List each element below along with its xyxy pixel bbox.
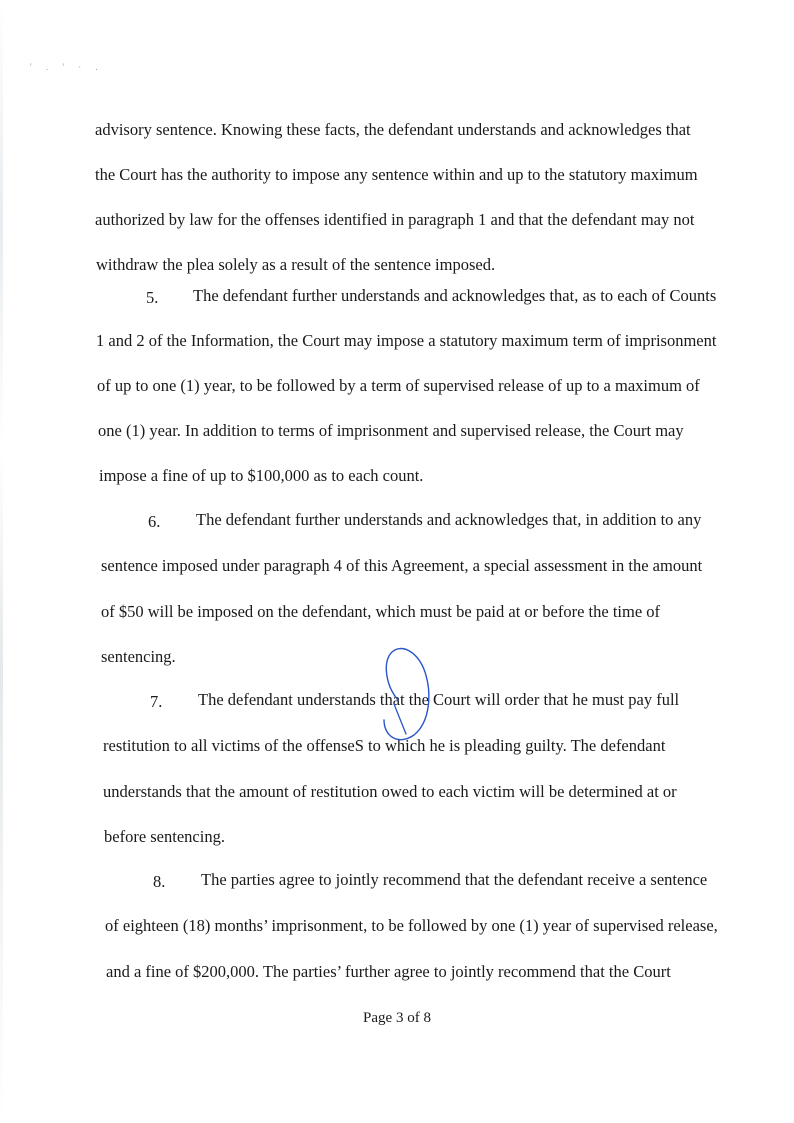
para6-line-4: sentencing. bbox=[101, 647, 176, 666]
para8-line-2: of eighteen (18) months’ imprisonment, to be followed by one (1) year of supervised release, bbox=[105, 916, 718, 935]
para5-line-3: of up to one (1) year, to be followed by a term of supervised release of up to a maximum of bbox=[97, 376, 700, 395]
para7-line-4: before sentencing. bbox=[104, 827, 225, 846]
para5-line-5: impose a fine of up to $100,000 as to each count. bbox=[99, 466, 424, 485]
para6-line-3: of $50 will be imposed on the defendant, which must be paid at or before the time of bbox=[101, 602, 661, 621]
para8-line-3: and a fine of $200,000. The parties’ further agree to jointly recommend that the Court bbox=[106, 962, 671, 981]
para6-line-1: The defendant further understands and acknowledges that, in addition to any bbox=[196, 510, 702, 529]
para8-number: 8. bbox=[153, 872, 166, 891]
para5-line-4: one (1) year. In addition to terms of imprisonment and supervised release, the Court may bbox=[98, 421, 684, 440]
para5-line-1: The defendant further understands and acknowledges that, as to each of Counts bbox=[193, 286, 717, 305]
para7-line-2: restitution to all victims of the offenseS to which he is pleading guilty. The defendant bbox=[103, 736, 666, 755]
para6-line-2: sentence imposed under paragraph 4 of this Agreement, a special assessment in the amount bbox=[101, 556, 703, 575]
para7-line-1: The defendant understands that the Court will order that he must pay full bbox=[198, 690, 680, 709]
para4-line-4: withdraw the plea solely as a result of the sentence imposed. bbox=[96, 255, 496, 274]
para7-line-3: understands that the amount of restitution owed to each victim will be determined at or bbox=[103, 782, 677, 801]
scan-edge bbox=[0, 0, 3, 1123]
para5-line-2: 1 and 2 of the Information, the Court may impose a statutory maximum term of imprisonment bbox=[96, 331, 717, 350]
para5-number: 5. bbox=[146, 288, 159, 307]
para7-number: 7. bbox=[150, 692, 163, 711]
para4-line-1: advisory sentence. Knowing these facts, the defendant understands and acknowledges that bbox=[95, 120, 691, 139]
para4-line-2: the Court has the authority to impose any sentence within and up to the statutory maximum bbox=[95, 165, 698, 184]
para6-number: 6. bbox=[148, 512, 161, 531]
para4-line-3: authorized by law for the offenses identified in paragraph 1 and that the defendant may not bbox=[95, 210, 695, 229]
scan-specks: ' . ' · . bbox=[30, 62, 104, 72]
para8-line-1: The parties agree to jointly recommend that the defendant receive a sentence bbox=[201, 870, 708, 889]
page-number-footer: Page 3 of 8 bbox=[363, 1010, 431, 1026]
